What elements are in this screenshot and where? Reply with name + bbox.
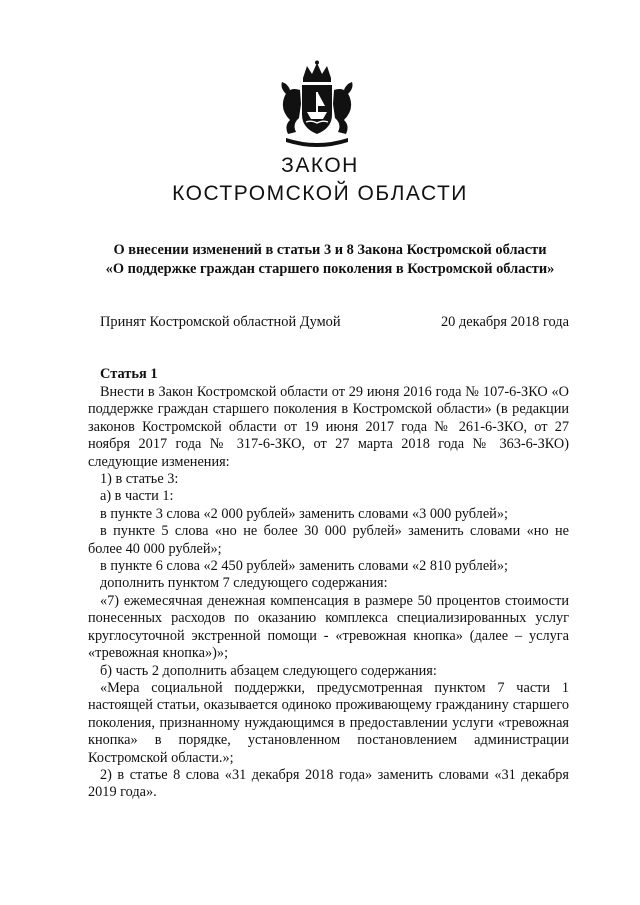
body-paragraph: «Мера социальной поддержки, предусмотренная пунктом 7 части 1 настоящей статьи, оказывается одиноко проживающему гражданину старшего поколения, признанному нуждающимся в предоставлении услуги «тревожная кнопка» в порядке, установленном постановлением администрации Костромской области.»; — [88, 679, 569, 766]
adopted-by: Принят Костромской областной Думой — [100, 314, 341, 330]
article-heading: Статья 1 — [100, 366, 158, 382]
law-heading: ЗАКОН — [281, 154, 359, 177]
body-paragraph: 2) в статье 8 слова «31 декабря 2018 года» заменить словами «31 декабря 2019 года». — [88, 766, 569, 801]
body-paragraph: б) часть 2 дополнить абзацем следующего содержания: — [100, 662, 437, 679]
body-paragraph: дополнить пунктом 7 следующего содержания: — [100, 575, 388, 592]
body-paragraph: «7) ежемесячная денежная компенсация в размере 50 процентов стоимости понесенных расходов по оказанию комплекса специализированных услуг круглосуточной экстренной помощи - «тревожная кнопка» (далее – услуга «тревожная кнопка»)»; — [88, 592, 569, 662]
body-paragraph: Внести в Закон Костромской области от 29 июня 2016 года № 107-6-ЗКО «О поддержке граждан старшего поколения в Костромской области» (в редакции законов Костромской области от 19 июня 2017 года № 261-6-ЗКО, от 27 ноября 2017 года № 317-6-ЗКО, от 27 марта 2018 года № 363-6-ЗКО) следующие изменения: — [88, 384, 569, 470]
body-paragraph: в пункте 6 слова «2 450 рублей» заменить словами «2 810 рублей»; — [100, 558, 508, 575]
law-title — [80, 241, 580, 279]
law-title-line-2: «О поддержке граждан старшего поколения в Костромской области» — [105, 261, 555, 277]
law-title-line-1: О внесении изменений в статьи 3 и 8 Закона Костромской области — [113, 242, 547, 258]
coat-of-arms-emblem — [270, 60, 364, 150]
body-paragraph: 1) в статье 3: — [100, 471, 179, 488]
body-paragraph: в пункте 3 слова «2 000 рублей» заменить словами «3 000 рублей»; — [100, 505, 508, 522]
law-region-heading: КОСТРОМСКОЙ ОБЛАСТИ — [172, 182, 468, 205]
article-body — [88, 384, 569, 802]
body-paragraph: в пункте 5 слова «но не более 30 000 рублей» заменить словами «но не более 40 000 рублей»; — [88, 523, 569, 557]
adopted-date: 20 декабря 2018 года — [440, 314, 569, 330]
body-paragraph: а) в части 1: — [100, 488, 174, 505]
